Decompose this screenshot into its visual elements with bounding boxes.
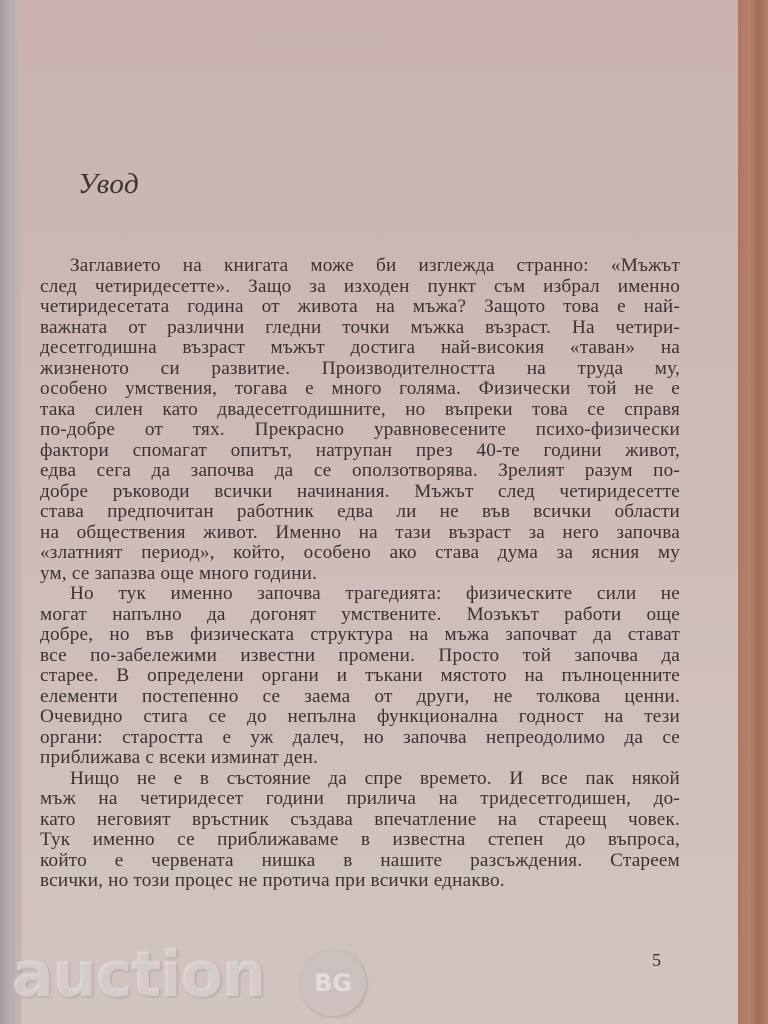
- wooden-surface-background: [736, 0, 768, 1024]
- text-line: органи: старостта е уж далеч, но започва непреодолимо да се: [40, 726, 680, 748]
- watermark-bg-badge-icon: BG: [300, 950, 366, 1016]
- text-line: Нищо не е в състояние да спре времето. И все пак някой: [70, 767, 680, 789]
- text-line: добре, но във физическата структура на мъжа започват да стават: [40, 624, 680, 645]
- chapter-heading: Увод: [78, 168, 140, 200]
- text-line: на обществения живот. Именно на тази възраст за него започва: [40, 521, 680, 543]
- text-line: могат напълно да догонят умствените. Мозъкът работи още: [40, 603, 680, 625]
- page-gutter-shadow: [0, 0, 22, 1024]
- text-line: Очевидно стига се до непълна функционална годност на тези: [40, 706, 680, 727]
- text-line: мъж на четиридесет години прилича на тридесетгодишен, до-: [40, 788, 680, 809]
- text-line: особено умствения, тогава е много голяма. Физически той не е: [40, 378, 680, 399]
- auction-watermark-logo: auction: [12, 938, 266, 1011]
- text-line: добре ръководи всички начинания. Мъжът след четиридесетте: [40, 480, 680, 502]
- text-line: става предпочитан работник едва ли не във всички области: [40, 501, 680, 522]
- text-line: десетгодишна възраст мъжът достига най-високия «таван» на: [40, 337, 680, 358]
- text-line: старее. В определени органи и тъкани мястото на пълноценните: [40, 665, 680, 686]
- chapter-body: [40, 256, 680, 892]
- paragraph-1: [40, 256, 680, 584]
- text-line: едва сега да започва да се оползотворява. Зрелият разум по-: [40, 460, 680, 481]
- text-line: «златният период», който, особено ако става дума за ясния му: [40, 542, 680, 563]
- text-line: Заглавието на книгата може би изглежда странно: «Мъжът: [70, 255, 680, 276]
- text-line: приближава с всеки изминат ден.: [40, 747, 319, 768]
- page-number: 5: [652, 950, 661, 970]
- text-line: Тук именно се приближаваме в известна степен до въпроса,: [40, 829, 680, 850]
- text-line: елементи постепенно се заема от други, не толкова ценни.: [40, 685, 680, 707]
- text-line: по-добре от тях. Прекрасно уравновесените психо-физически: [40, 419, 680, 440]
- text-line: важната от различни гледни точки мъжка възраст. На четири-: [40, 316, 680, 338]
- text-line: който е червената нишка в нашите разсъждения. Стареем: [40, 849, 680, 871]
- paragraph-3: [40, 769, 680, 892]
- text-line: четиридесетата година от живота на мъжа? Защото това е най-: [40, 296, 680, 317]
- text-line: все по-забележими известни промени. Просто той започва да: [40, 644, 680, 666]
- text-line: всички, но този процес не протича при всички еднакво.: [40, 870, 505, 891]
- text-line: фактори спомагат опитът, натрупан през 40-те години живот,: [40, 439, 680, 461]
- text-line: като неговият връстник създава впечатление на стареещ човек.: [40, 808, 680, 830]
- text-line: жизненото си развитие. Производителността на труда му,: [40, 357, 680, 379]
- text-line: след четиридесетте». Защо за изходен пункт съм избрал именно: [40, 275, 680, 297]
- text-line: Но тук именно започва трагедията: физическите сили не: [70, 583, 680, 604]
- text-line: ум, се запазва още много години.: [40, 562, 318, 584]
- text-line: така силен като двадесетгодишните, но въпреки това се справя: [40, 398, 680, 420]
- paragraph-2: [40, 584, 680, 769]
